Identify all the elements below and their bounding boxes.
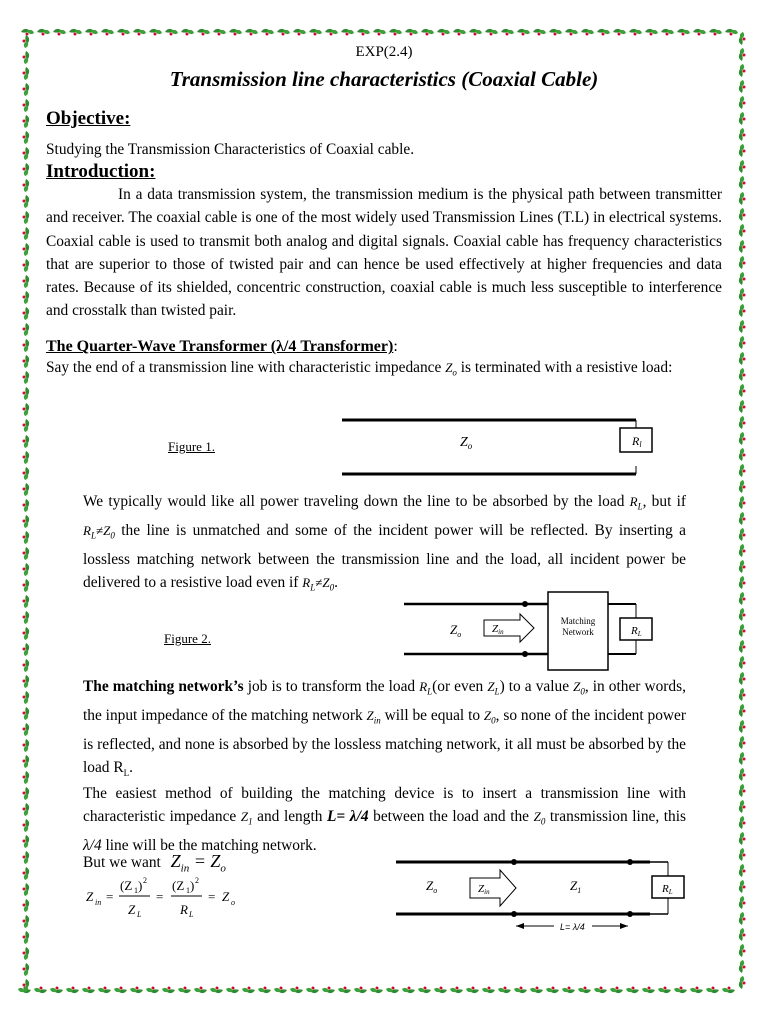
- rl-symbol: $R_L$: [629, 494, 643, 512]
- holly-leaf: [23, 147, 30, 160]
- holly-leaf: [739, 864, 746, 877]
- holly-leaf: [739, 32, 746, 45]
- holly-leaf: [23, 691, 30, 704]
- holly-leaf: [23, 963, 30, 976]
- holly-leaf: [739, 80, 746, 93]
- holly-leaf: [739, 976, 746, 989]
- holly-leaf: [597, 29, 610, 36]
- holly-leaf: [739, 960, 746, 973]
- holly-leaf: [739, 672, 746, 685]
- svg-text:2: 2: [195, 876, 199, 885]
- holly-leaf: [739, 624, 746, 637]
- holly-leaf: [405, 29, 418, 36]
- impedance-equation: [86, 872, 256, 922]
- holly-leaf: [23, 611, 30, 624]
- holly-leaf: [23, 291, 30, 304]
- holly-leaf: [23, 819, 30, 832]
- figure3-zin-arrow: [470, 870, 516, 906]
- holly-leaf: [23, 51, 30, 64]
- holly-leaf: [23, 419, 30, 432]
- holly-leaf: [23, 275, 30, 288]
- holly-leaf: [23, 755, 30, 768]
- holly-leaf: [501, 29, 514, 36]
- introduction-heading: Introduction:: [46, 161, 156, 183]
- holly-leaf: [23, 739, 30, 752]
- svg-text:(Z: (Z: [120, 878, 133, 893]
- figure3-length-label: L= λ/4: [560, 922, 585, 932]
- holly-leaf: [23, 531, 30, 544]
- holly-leaf: [23, 563, 30, 576]
- holly-leaf: [309, 29, 322, 36]
- holly-leaf: [739, 384, 746, 397]
- svg-text:=: =: [106, 889, 114, 904]
- holly-leaf: [739, 880, 746, 893]
- holly-leaf: [610, 987, 623, 994]
- holly-leaf: [23, 131, 30, 144]
- holly-leaf: [66, 987, 79, 994]
- holly-leaf: [629, 29, 642, 36]
- holly-leaf: [739, 112, 746, 125]
- svg-text:R: R: [180, 902, 188, 917]
- holly-leaf: [437, 29, 450, 36]
- holly-leaf: [739, 128, 746, 141]
- svg-text:Z: Z: [86, 889, 94, 904]
- figure2-zin-label: Zin: [492, 623, 504, 636]
- holly-leaf: [739, 48, 746, 61]
- page-title: Transmission line characteristics (Coaxial Cable): [169, 67, 599, 91]
- want-text: But we want: [83, 854, 161, 871]
- figure1-load-label: Rl: [632, 434, 642, 449]
- holly-leaf: [23, 227, 30, 240]
- holly-leaf: [325, 29, 338, 36]
- holly-leaf: [370, 987, 383, 994]
- figure2-load-label: RL: [631, 625, 642, 638]
- holly-leaf: [338, 987, 351, 994]
- holly-leaf: [50, 987, 63, 994]
- holly-leaf: [674, 987, 687, 994]
- holly-leaf: [23, 83, 30, 96]
- holly-leaf: [739, 912, 746, 925]
- holly-leaf: [23, 339, 30, 352]
- holly-leaf: [23, 35, 30, 48]
- svg-text:(Z: (Z: [172, 878, 185, 893]
- holly-leaf: [146, 987, 159, 994]
- holly-leaf: [739, 640, 746, 653]
- holly-leaf: [739, 928, 746, 941]
- holly-leaf: [739, 96, 746, 109]
- holly-leaf: [498, 987, 511, 994]
- quarter-wave-intro: [46, 356, 722, 385]
- holly-leaf: [739, 240, 746, 253]
- holly-leaf: [739, 336, 746, 349]
- holly-leaf: [274, 987, 287, 994]
- holly-leaf: [739, 800, 746, 813]
- holly-leaf: [514, 987, 527, 994]
- holly-leaf: [739, 688, 746, 701]
- holly-leaf: [23, 579, 30, 592]
- holly-leaf: [739, 592, 746, 605]
- holly-leaf: [594, 987, 607, 994]
- holly-leaf: [453, 29, 466, 36]
- holly-leaf: [149, 29, 162, 36]
- holly-leaf: [482, 987, 495, 994]
- svg-text:Z: Z: [128, 902, 136, 917]
- holly-leaf: [739, 544, 746, 557]
- holly-leaf: [739, 160, 746, 173]
- holly-leaf: [23, 915, 30, 928]
- figure3-load-label: RL: [662, 883, 673, 896]
- svg-text:1: 1: [134, 886, 138, 895]
- holly-leaf: [101, 29, 114, 36]
- figure1-line-label: $Z_o$: [460, 435, 473, 451]
- holly-leaf: [418, 987, 431, 994]
- figure2-label: Figure 2.: [164, 631, 211, 646]
- holly-leaf: [722, 987, 735, 994]
- holly-leaf: [210, 987, 223, 994]
- holly-leaf: [581, 29, 594, 36]
- holly-leaf: [23, 659, 30, 672]
- holly-leaf: [357, 29, 370, 36]
- holly-leaf: [23, 547, 30, 560]
- zin-eq-zo: $Z_{in} = Z_o$: [170, 851, 226, 875]
- holly-leaf: [389, 29, 402, 36]
- svg-text:): ): [138, 878, 143, 893]
- holly-leaf: [34, 987, 47, 994]
- figure2-line-label: $Z_o$: [450, 622, 462, 639]
- holly-leaf: [739, 224, 746, 237]
- holly-leaf: [23, 947, 30, 960]
- holly-leaf: [706, 987, 719, 994]
- matching-paragraph: The matching network’s job is to transform the load $R_L(or$ even $Z_L$) to a value $Z_0$, in other words, the input impedance of the matching network $Z_{in}$ will be equal to $Z_0$, so none of the incident power is reflected, and none is absorbed by the lossless matching network, it all must be absorbed by the load $R_L$.: [83, 678, 686, 778]
- figure3-zin-label: Zin: [478, 883, 490, 896]
- holly-leaf: [373, 29, 386, 36]
- holly-leaf: [290, 987, 303, 994]
- holly-leaf: [626, 987, 639, 994]
- holly-leaf: [23, 515, 30, 528]
- holly-leaf: [739, 320, 746, 333]
- holly-leaf: [23, 163, 30, 176]
- holly-leaf: [739, 432, 746, 445]
- holly-leaf: [661, 29, 674, 36]
- holly-leaf: [23, 643, 30, 656]
- svg-text:in: in: [95, 898, 102, 907]
- matching-network-label-2: Network: [562, 627, 594, 637]
- holly-leaf: [82, 987, 95, 994]
- matching-network-label-1: Matching: [560, 616, 596, 626]
- holly-leaf: [450, 987, 463, 994]
- quarter-wave-heading-line: [46, 338, 722, 356]
- holly-leaf: [533, 29, 546, 36]
- holly-leaf: [277, 29, 290, 36]
- holly-leaf: [213, 29, 226, 36]
- holly-leaf: [165, 29, 178, 36]
- holly-leaf: [739, 256, 746, 269]
- svg-text:=: =: [156, 889, 164, 904]
- holly-leaf: [23, 195, 30, 208]
- intro-text-b: is terminated with a resistive load:: [460, 359, 673, 377]
- holly-leaf: [23, 115, 30, 128]
- holly-leaf: [98, 987, 111, 994]
- figure1-label: Figure 1.: [168, 439, 215, 454]
- holly-leaf: [658, 987, 671, 994]
- svg-text:=: =: [208, 889, 216, 904]
- svg-text:L: L: [189, 910, 194, 919]
- figure2-diagram: [400, 588, 670, 674]
- holly-leaf: [739, 576, 746, 589]
- holly-leaf: [23, 435, 30, 448]
- svg-text:): ): [190, 878, 195, 893]
- holly-leaf: [578, 987, 591, 994]
- holly-leaf: [23, 323, 30, 336]
- holly-leaf: [322, 987, 335, 994]
- svg-text:o: o: [231, 898, 235, 907]
- holly-leaf: [739, 176, 746, 189]
- holly-leaf: [23, 931, 30, 944]
- holly-leaf: [402, 987, 415, 994]
- holly-leaf: [546, 987, 559, 994]
- svg-text:1: 1: [186, 886, 190, 895]
- holly-leaf: [306, 987, 319, 994]
- holly-leaf: [23, 99, 30, 112]
- experiment-code: EXP(2.4): [355, 44, 413, 60]
- document-page: [46, 44, 722, 385]
- holly-leaf: [23, 483, 30, 496]
- holly-leaf: [181, 29, 194, 36]
- holly-leaf: [354, 987, 367, 994]
- holly-leaf: [739, 704, 746, 717]
- power-paragraph: We typically would like all power traveling down the line to be absorbed by the load $R_L$, but if $R_L\ne Z_0$ the line is unmatched and some of the incident power will be reflected. By inserting a lossless matching network between the transmission line and the load, all incident power be delivered to a resistive load even if $R_L\ne Z_0$.: [83, 493, 686, 593]
- holly-leaf: [549, 29, 562, 36]
- rl-ne-z0-symbol: $R_L\ne Z_0$: [83, 522, 115, 541]
- holly-leaf: [23, 867, 30, 880]
- holly-leaf: [565, 29, 578, 36]
- holly-leaf: [226, 987, 239, 994]
- holly-leaf: [23, 179, 30, 192]
- holly-leaf: [23, 771, 30, 784]
- svg-text:Z: Z: [222, 889, 230, 904]
- holly-leaf: [258, 987, 271, 994]
- holly-leaf: [23, 403, 30, 416]
- holly-leaf: [739, 752, 746, 765]
- holly-leaf: [162, 987, 175, 994]
- holly-leaf: [194, 987, 207, 994]
- holly-leaf: [739, 288, 746, 301]
- holly-leaf: [690, 987, 703, 994]
- holly-leaf: [739, 496, 746, 509]
- holly-leaf: [245, 29, 258, 36]
- heading-colon: :: [393, 338, 398, 356]
- holly-leaf: [739, 208, 746, 221]
- holly-leaf: [23, 803, 30, 816]
- holly-leaf: [739, 528, 746, 541]
- holly-leaf: [642, 987, 655, 994]
- holly-leaf: [23, 675, 30, 688]
- holly-leaf: [261, 29, 274, 36]
- holly-leaf: [85, 29, 98, 36]
- holly-leaf: [739, 896, 746, 909]
- holly-leaf: [23, 371, 30, 384]
- holly-leaf: [739, 736, 746, 749]
- holly-leaf: [23, 451, 30, 464]
- holly-leaf: [434, 987, 447, 994]
- holly-leaf: [23, 499, 30, 512]
- holly-leaf: [23, 883, 30, 896]
- easiest-method-paragraph: The easiest method of building the matching device is to insert a transmission line with characteristic impedance $Z_1$ and length L= λ/4 between the load and the $Z_0$ transmission line, this λ/4 line will be the matching network.: [83, 785, 686, 854]
- holly-leaf: [739, 416, 746, 429]
- holly-leaf: [739, 64, 746, 77]
- holly-leaf: [23, 467, 30, 480]
- holly-leaf: [23, 243, 30, 256]
- holly-leaf: [469, 29, 482, 36]
- holly-leaf: [21, 29, 34, 36]
- holly-leaf: [197, 29, 210, 36]
- holly-leaf: [645, 29, 658, 36]
- holly-leaf: [677, 29, 690, 36]
- holly-leaf: [739, 272, 746, 285]
- holly-leaf: [23, 211, 30, 224]
- holly-leaf: [739, 144, 746, 157]
- holly-leaf: [693, 29, 706, 36]
- holly-leaf: [725, 29, 738, 36]
- holly-leaf: [341, 29, 354, 36]
- holly-leaf: [23, 355, 30, 368]
- holly-leaf: [23, 67, 30, 80]
- holly-leaf: [739, 368, 746, 381]
- holly-leaf: [562, 987, 575, 994]
- holly-leaf: [117, 29, 130, 36]
- svg-text:L: L: [137, 910, 142, 919]
- holly-leaf: [421, 29, 434, 36]
- holly-leaf: [739, 848, 746, 861]
- holly-leaf: [739, 784, 746, 797]
- holly-leaf: [293, 29, 306, 36]
- holly-leaf: [739, 400, 746, 413]
- holly-leaf: [133, 29, 146, 36]
- figure1-diagram: [336, 412, 656, 482]
- holly-leaf: [229, 29, 242, 36]
- holly-leaf: [23, 723, 30, 736]
- holly-leaf: [23, 707, 30, 720]
- holly-leaf: [739, 608, 746, 621]
- holly-leaf: [23, 787, 30, 800]
- holly-leaf: [739, 448, 746, 461]
- holly-leaf: [739, 656, 746, 669]
- holly-leaf: [23, 595, 30, 608]
- introduction-text: In a data transmission system, the transmission medium is the physical path between transmitter and receiver. The coaxial cable is one of the most widely used Transmission Lines (T.L) in electrical systems. Coaxial cable is used to transmit both analog and digital signals. Coaxial cable has frequency characteristics that are superior to those of twisted pair and can hence be used effectively at higher frequencies and data rates. Because of its shielded, concentric construction, coaxial cable is much less susceptible to interference and crosstalk than twisted pair.: [46, 186, 722, 320]
- holly-leaf: [739, 944, 746, 957]
- objective-heading: Objective:: [46, 108, 131, 129]
- holly-leaf: [178, 987, 191, 994]
- holly-leaf: [739, 816, 746, 829]
- figure3-zo-label: $Z_o$: [426, 878, 438, 895]
- figure3-z1-label: $Z_1$: [570, 878, 582, 895]
- holly-leaf: [466, 987, 479, 994]
- holly-leaf: [23, 259, 30, 272]
- holly-leaf: [613, 29, 626, 36]
- holly-leaf: [53, 29, 66, 36]
- holly-leaf: [114, 987, 127, 994]
- holly-leaf: [739, 512, 746, 525]
- holly-leaf: [739, 352, 746, 365]
- holly-leaf: [23, 627, 30, 640]
- figure3-diagram: [394, 852, 694, 938]
- holly-leaf: [23, 307, 30, 320]
- intro-text-a: Say the end of a transmission line with characteristic impedance: [46, 359, 442, 377]
- holly-leaf: [739, 720, 746, 733]
- holly-leaf: [69, 29, 82, 36]
- holly-leaf: [739, 304, 746, 317]
- holly-leaf: [739, 464, 746, 477]
- holly-leaf: [739, 480, 746, 493]
- holly-leaf: [23, 899, 30, 912]
- holly-leaf: [23, 851, 30, 864]
- holly-leaf: [739, 768, 746, 781]
- holly-leaf: [739, 832, 746, 845]
- holly-leaf: [739, 192, 746, 205]
- holly-leaf: [485, 29, 498, 36]
- holly-leaf: [130, 987, 143, 994]
- svg-text:2: 2: [143, 876, 147, 885]
- holly-leaf: [23, 835, 30, 848]
- objective-text: Studying the Transmission Characteristics of Coaxial cable.: [46, 141, 415, 158]
- holly-leaf: [739, 560, 746, 573]
- holly-leaf: [23, 387, 30, 400]
- holly-leaf: [242, 987, 255, 994]
- rl-ne-z0-symbol-2: $R_L\ne Z_0$: [302, 574, 335, 593]
- holly-leaf: [517, 29, 530, 36]
- zo-symbol: $Z_o$: [445, 360, 457, 379]
- quarter-wave-heading: The Quarter-Wave Transformer (λ/4 Transformer): [46, 338, 394, 356]
- holly-leaf: [37, 29, 50, 36]
- holly-leaf: [386, 987, 399, 994]
- holly-leaf: [709, 29, 722, 36]
- holly-leaf: [530, 987, 543, 994]
